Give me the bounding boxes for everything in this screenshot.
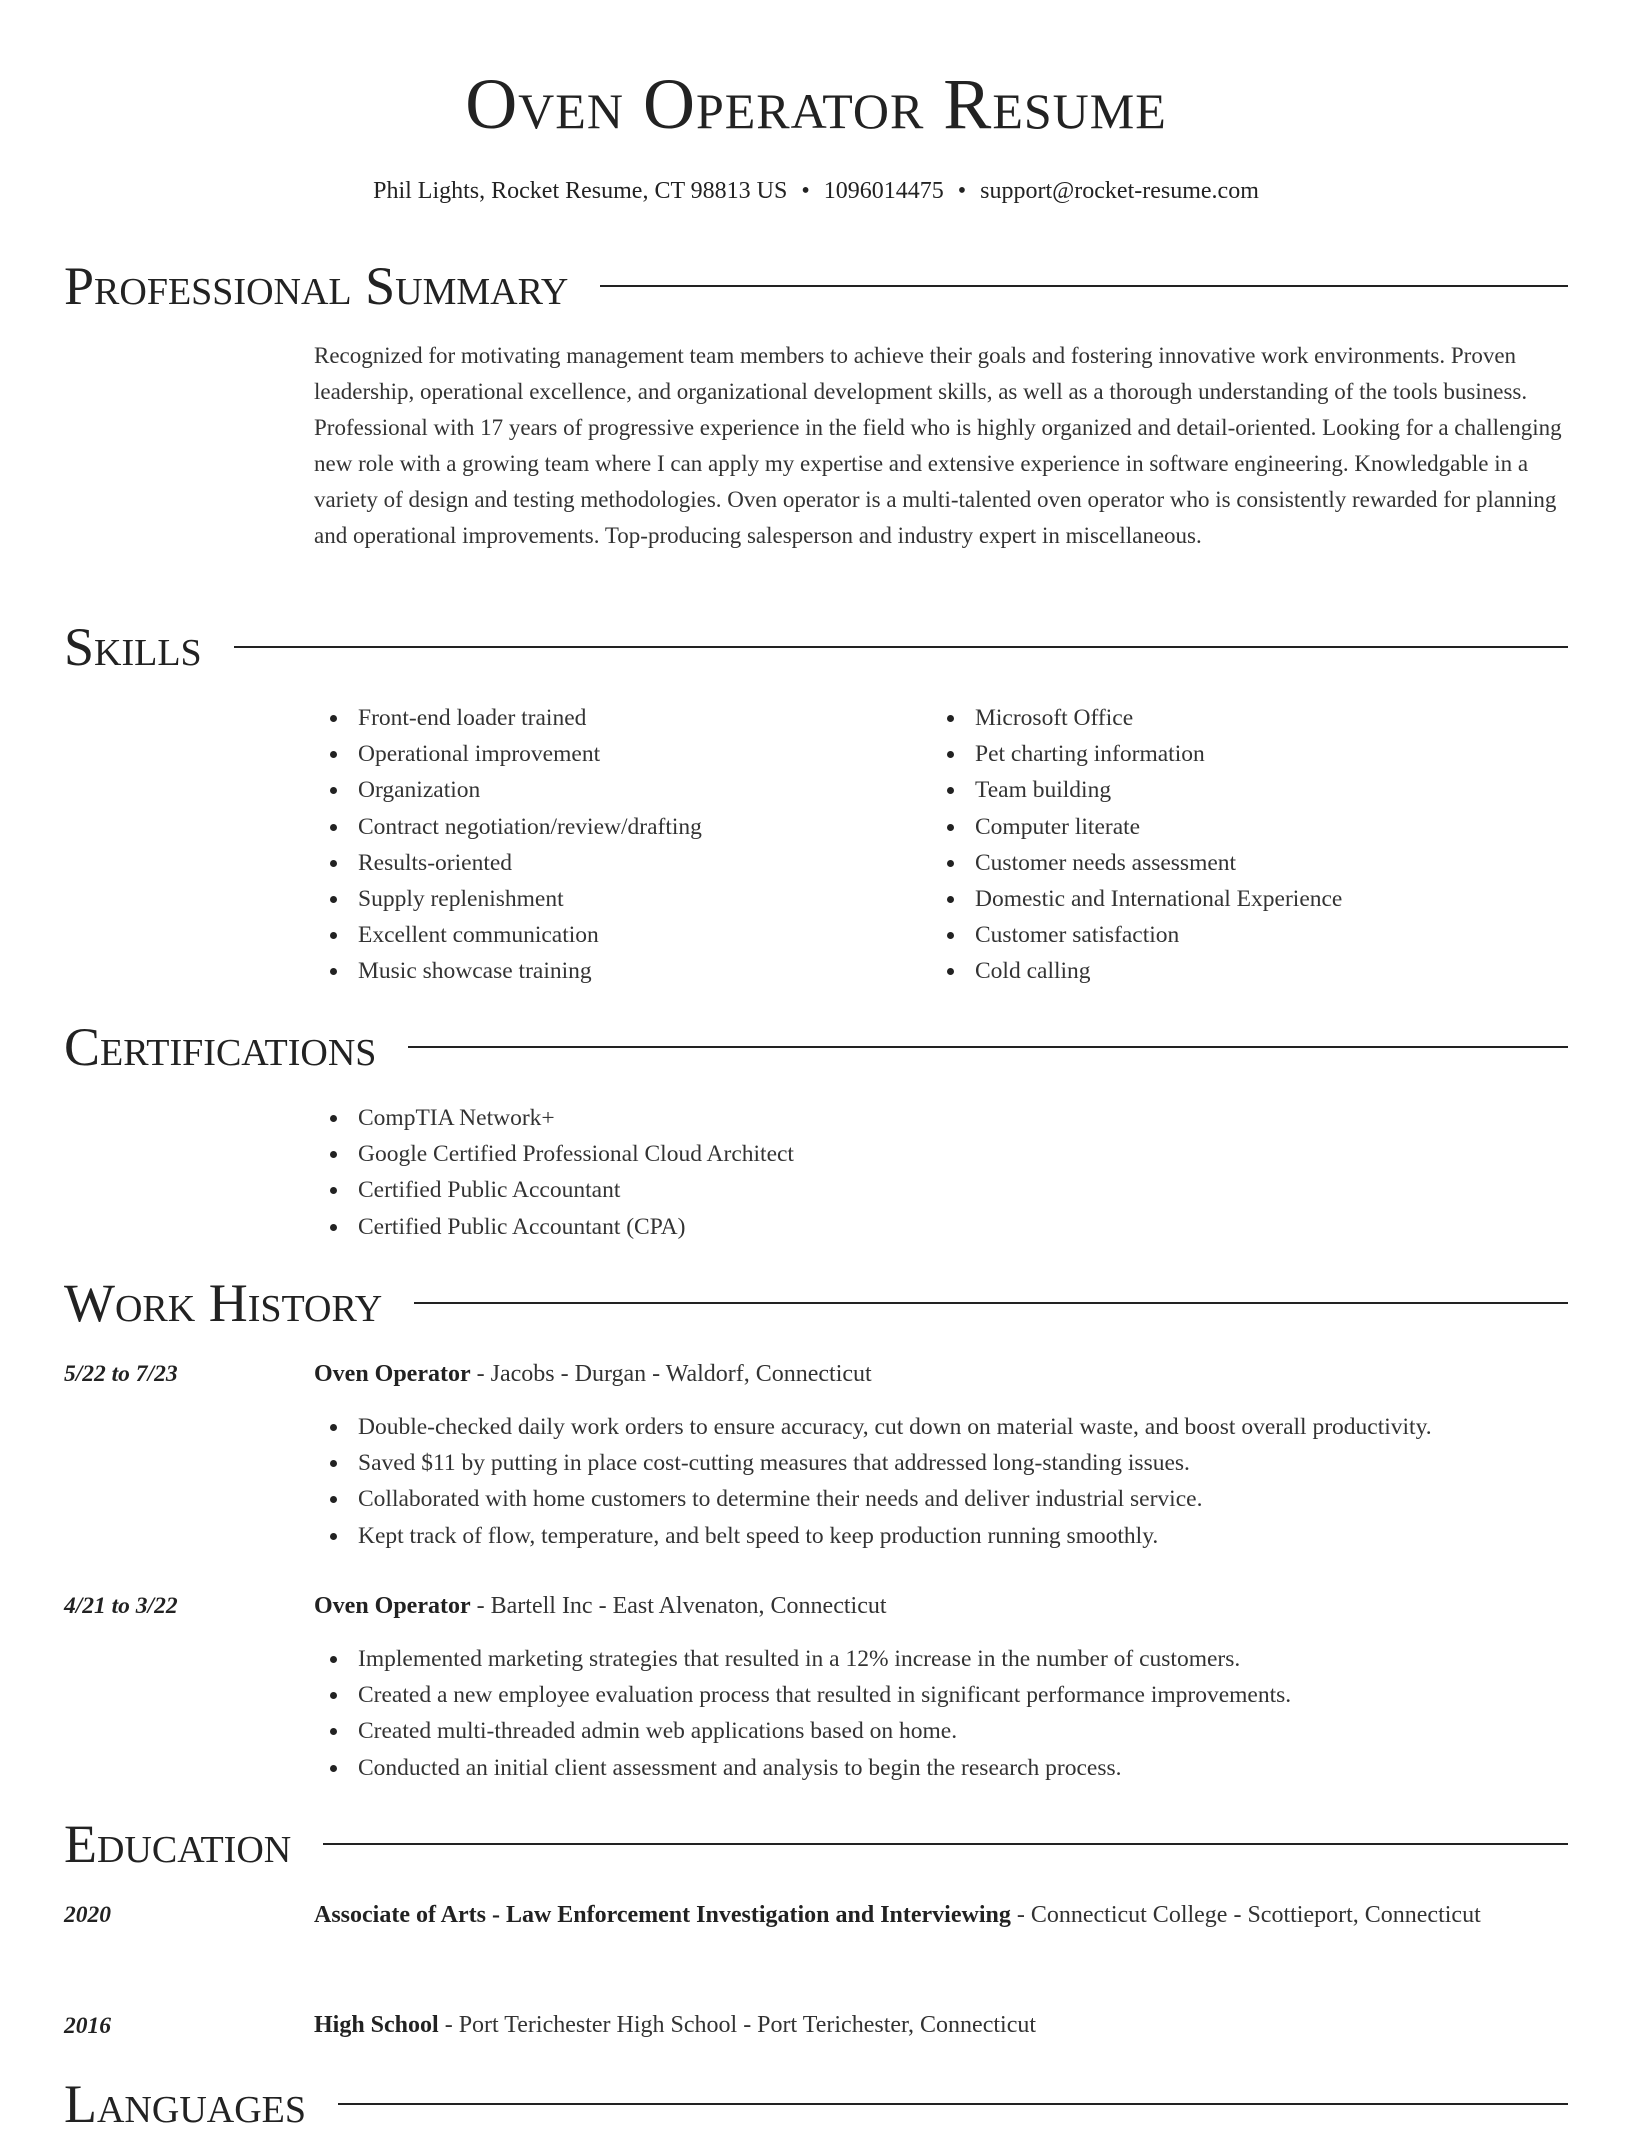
skills-section-header (64, 617, 1568, 677)
job-bullet: Double-checked daily work orders to ensure accuracy, cut down on material waste, and boost overall productivity. (314, 1409, 1432, 1445)
education-school: - Connecticut College - Scottieport, Connecticut (1010, 1902, 1481, 1928)
job-title: Oven Operator (314, 1361, 471, 1387)
section-divider (600, 285, 1568, 287)
skills-list-right (931, 700, 1342, 990)
job-employer-location: - Bartell Inc - East Alvenaton, Connecticut (470, 1593, 887, 1619)
work-history-heading: Work History (64, 1273, 383, 1333)
contact-address: Phil Lights, Rocket Resume, CT 98813 US (373, 178, 788, 204)
summary-section-header (64, 256, 1568, 316)
education-entry (314, 2005, 1568, 2045)
education-section-header (64, 1814, 1568, 1874)
certifications-list (314, 1100, 794, 1245)
certifications-section-header (64, 1017, 1568, 1077)
certifications-heading: Certifications (64, 1017, 377, 1077)
contact-separator: • (957, 178, 967, 204)
section-divider (338, 2103, 1568, 2105)
languages-section-header (64, 2074, 1568, 2134)
contact-separator: • (801, 178, 810, 204)
education-year: 2016 (64, 2013, 111, 2039)
skill-item: Operational improvement (314, 736, 702, 772)
job-bullet: Created a new employee evaluation process that resulted in significant performance improvements. (314, 1677, 1291, 1713)
job-employer-location: - Jacobs - Durgan - Waldorf, Connecticut (470, 1361, 872, 1387)
job-bullet: Implemented marketing strategies that resulted in a 12% increase in the number of customers. (314, 1641, 1291, 1677)
job-bullet: Saved $11 by putting in place cost-cutting measures that addressed long-standing issues. (314, 1445, 1432, 1481)
section-divider (408, 1046, 1568, 1048)
education-heading: Education (64, 1814, 292, 1874)
job-heading (314, 1354, 1568, 1394)
work-history-section-header (64, 1273, 1568, 1333)
job-bullet: Conducted an initial client assessment and analysis to begin the research process. (314, 1750, 1291, 1786)
skill-item: Cold calling (931, 953, 1342, 989)
skills-heading: Skills (64, 617, 202, 677)
certification-item: Certified Public Accountant (314, 1172, 794, 1208)
skill-item: Customer satisfaction (931, 917, 1342, 953)
education-degree: High School (314, 2012, 439, 2038)
education-year: 2020 (64, 1902, 111, 1928)
skill-item: Domestic and International Experience (931, 881, 1342, 917)
skill-item: Contract negotiation/review/drafting (314, 809, 702, 845)
contact-line (0, 176, 1632, 206)
skills-list-left (314, 700, 702, 990)
contact-email: support@rocket-resume.com (980, 178, 1259, 204)
job-heading (314, 1586, 1568, 1626)
education-degree: Associate of Arts - Law Enforcement Investigation and Interviewing (314, 1902, 1011, 1928)
skill-item: Results-oriented (314, 845, 702, 881)
skill-item: Supply replenishment (314, 881, 702, 917)
education-school: - Port Terichester High School - Port Terichester, Connecticut (438, 2012, 1037, 2038)
certification-item: CompTIA Network+ (314, 1100, 794, 1136)
resume-title: Oven Operator Resume (465, 64, 1167, 144)
skill-item: Excellent communication (314, 917, 702, 953)
job-dates: 5/22 to 7/23 (64, 1361, 178, 1387)
section-divider (234, 646, 1568, 648)
languages-heading: Languages (64, 2074, 306, 2134)
skill-item: Pet charting information (931, 736, 1342, 772)
summary-text: Recognized for motivating management team members to achieve their goals and fostering innovative work environments. Proven leadership, operational excellence, and organizational development skills, as well as a thorough understanding of the tools business. Professional with 17 years of progressive experience in the field who is highly organized and detail-oriented. Looking for a challenging new role with a growing team where I can apply my expertise and extensive experience in software engineering. Knowledgable in a variety of design and testing methodologies. Oven operator is a multi-talented oven operator who is consistently rewarded for planning and operational improvements. Top-producing salesperson and industry expert in miscellaneous. (314, 343, 1562, 548)
job-title: Oven Operator (314, 1593, 471, 1619)
section-divider (414, 1302, 1568, 1304)
education-entry (314, 1895, 1568, 1935)
summary-heading: Professional Summary (64, 256, 569, 316)
certification-item: Certified Public Accountant (CPA) (314, 1209, 794, 1245)
skill-item: Front-end loader trained (314, 700, 702, 736)
job-bullet: Collaborated with home customers to determine their needs and deliver industrial service. (314, 1481, 1432, 1517)
section-divider (323, 1843, 1568, 1845)
skill-item: Microsoft Office (931, 700, 1342, 736)
skill-item: Organization (314, 772, 702, 808)
skill-item: Team building (931, 772, 1342, 808)
skill-item: Customer needs assessment (931, 845, 1342, 881)
skill-item: Computer literate (931, 809, 1342, 845)
skill-item: Music showcase training (314, 953, 702, 989)
job-bullets (314, 1409, 1432, 1554)
certification-item: Google Certified Professional Cloud Architect (314, 1136, 794, 1172)
job-bullet: Created multi-threaded admin web applications based on home. (314, 1713, 1291, 1749)
job-bullet: Kept track of flow, temperature, and belt speed to keep production running smoothly. (314, 1518, 1432, 1554)
contact-phone: 1096014475 (823, 178, 944, 204)
job-dates: 4/21 to 3/22 (64, 1593, 178, 1619)
job-bullets (314, 1641, 1291, 1786)
